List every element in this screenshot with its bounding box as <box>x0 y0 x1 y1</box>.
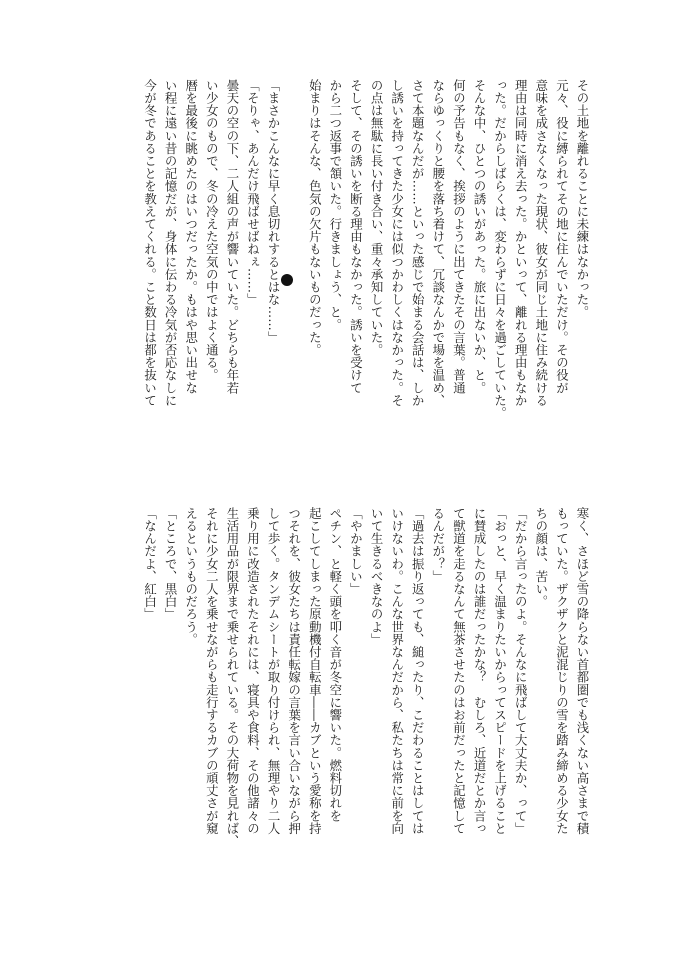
text-line: その土地を離れることに未練はなかった。 <box>575 79 590 319</box>
text-line: て獣道を走るなんて無茶させたのはお前だったと記憶して <box>451 507 467 835</box>
text-line: 理由は同時に消え去った。かといって、離れる理由もなか <box>513 79 529 407</box>
text-line: 今が冬であることを教えてくれる。こと数日は都を抜いて <box>142 79 158 407</box>
text-line: 起こしてしまった原動機付自転車――カブという愛称を持 <box>307 507 323 835</box>
text-line: 生活用品が限界まで乗せられている。その大荷物を見れば、 <box>224 507 240 848</box>
text-line: に賛成したのは誰だったかな？ むしろ、近道だとか言っ <box>472 507 488 835</box>
text-line: 元々、役に縛られてその地に住んでいただけ。その役が <box>554 79 570 394</box>
section-break-mark <box>281 274 293 286</box>
text-line: もっていた。ザクザクと泥混じりの雪を踏み締める少女た <box>554 507 570 835</box>
text-line: し誘いを持ってきた少女には似つかわしくはなかった。そ <box>389 79 405 407</box>
text-line: 「おっと、早く温まりたいからってスピードを上げること <box>492 507 508 835</box>
text-line <box>283 79 304 459</box>
text-line: して歩く。タンデムシートが取り付けられ、無理やり二人 <box>266 507 282 835</box>
text-line: そんな中、ひとつの誘いがあった。旅に出ないか、と。 <box>472 79 488 394</box>
text-line: 乗り用に改造されたそれには、寝具や食料、その他諸々の <box>245 507 261 835</box>
text-line: の点は無駄に長い付き合い、重々承知していた。 <box>369 79 385 357</box>
upper-text-block <box>86 79 592 459</box>
text-line: 暦を最後に眺めたのはいつだったか。もはや思い出せな <box>183 79 199 394</box>
text-line: い少女のもので、冬の冷えた空気の中ではよく通る。 <box>204 79 220 382</box>
text-line: 始まりはそんな、色気の欠片もないものだった。 <box>307 79 323 357</box>
text-line: 寒く、さほど雪の降らない首都圏でも浅くない高さまで積 <box>575 507 590 835</box>
text-line: さて本題なんだが……といった感じで始まる会話は、しか <box>410 79 426 407</box>
text-line: 「なんだよ、紅白」 <box>142 507 158 621</box>
text-line: から二つ返事で頷いた。行きましょう、と。 <box>327 79 343 331</box>
text-line: 意味を成さなくなった現状、彼女が同じ土地に住み続ける <box>533 79 549 407</box>
text-line: そして、その誘いを断る理由もなかった。誘いを受けて <box>348 79 364 394</box>
lower-text-block <box>86 507 592 887</box>
text-line: 「そりゃ、あんだけ飛ばせばねぇ……」 <box>245 79 261 306</box>
text-line: ペチン、と軽く頭を叩く音が冬空に響いた。燃料切れを <box>327 507 343 822</box>
text-line: ならゆっくりと腰を落ち着けて、冗談なんかで場を温め、 <box>430 79 446 407</box>
text-line: えるというものだろう。 <box>183 507 199 646</box>
text-line: った。だからしばらくは、変わらずに日々を過ごしていた。 <box>492 79 508 420</box>
text-line: い程に遠い昔の記憶だが、身体に伝わる冷気が否応なしに <box>163 79 179 407</box>
text-line: 「まさかこんなに早く息切れするとはな……」 <box>266 79 282 344</box>
text-line: 「やかましい」 <box>348 507 364 596</box>
text-line: つそれを、彼女たちは責任転嫁の言葉を言い合いながら押 <box>286 507 302 835</box>
text-line: それに少女二人を乗せながらも走行するカブの頑丈さが窺 <box>204 507 220 835</box>
text-line: 曇天の空の下、二人組の声が響いていた。どちらも年若 <box>224 79 240 394</box>
text-line: 「過去は振り返っても、縋ったり、こだわることはしては <box>410 507 426 835</box>
text-line: るんだが？」 <box>430 507 446 583</box>
text-line: 「ところで、黒白」 <box>163 507 179 621</box>
text-line: 「だから言ったのよ。そんなに飛ばして大丈夫か、って」 <box>513 507 529 835</box>
text-line: いて生きるべきなのよ」 <box>369 507 385 646</box>
text-line: いけないわ。こんな世界なんだから、私たちは常に前を向 <box>389 507 405 835</box>
text-line: ちの顔は、苦い。 <box>533 507 549 608</box>
text-line: 何の予告もなく、挨拶のように出てきたその言葉。普通 <box>451 79 467 394</box>
